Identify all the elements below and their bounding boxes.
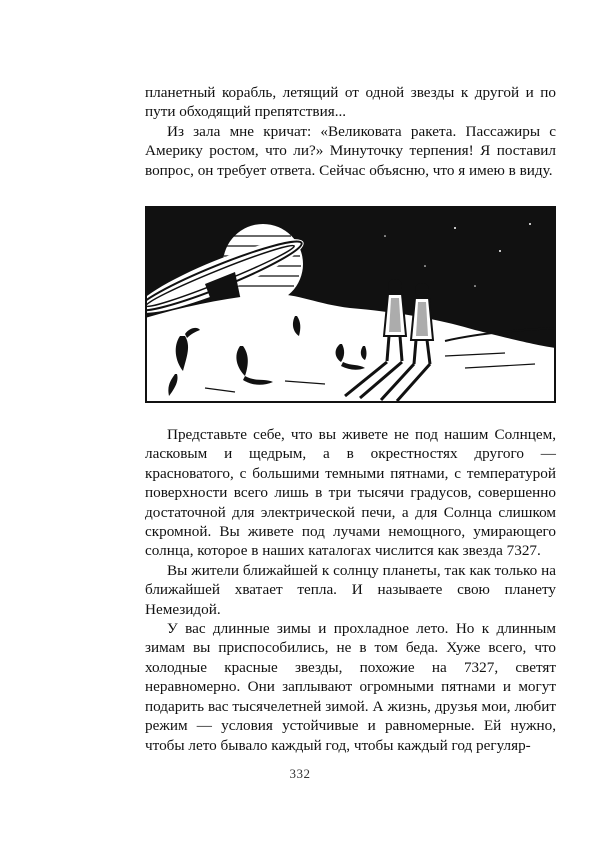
paragraph: Представьте себе, что вы живете не под нашим Солнцем, ласковым и щедрым, а в окрестностях другого — красноватого, с большими темными пятнами, с температурой поверхности всего лишь в три тысячи градусов, совершенно достаточной для электрической печи, а для Солнца слишком скромной. Вы живете под лучами немощного, умирающего солнца, которое в наших каталогах числится как звезда 7327. xyxy=(145,426,556,560)
top-text-block xyxy=(145,83,556,180)
paragraph: Из зала мне кричат: «Великовата ракета. Пассажиры с Америку ростом, что ли?» Минуточку терпения! Я поставил вопрос, он требует ответа. Сейчас объясню, что я имею в виду. xyxy=(145,122,556,179)
illustration-flying-saucer xyxy=(145,206,556,403)
bottom-text-block xyxy=(145,425,556,755)
page-number: 332 xyxy=(289,766,311,781)
paragraph: У вас длинные зимы и прохладное лето. Но к длинным зимам вы приспособились, не в том беда. Хуже всего, что холодные красные звезды, похожие на 7327, светят неравномерно. Они заплывают огромными пятнами и могут подарить вас тысячелетней зимой. А жизнь, друзья мои, любит режим — условия устойчивые и равномерные. Ей нужно, чтобы лето бывало каждый год, чтобы каждый год регуляр- xyxy=(145,620,556,754)
illustration-drawing xyxy=(145,206,556,403)
paragraph-continuation: планетный корабль, летящий от одной звезды к другой и по пути обходящий препятствия... xyxy=(145,84,556,121)
paragraph: Вы жители ближайшей к солнцу планеты, так как только на ближайшей хватает тепла. И называете свою планету Немезидой. xyxy=(145,561,556,618)
